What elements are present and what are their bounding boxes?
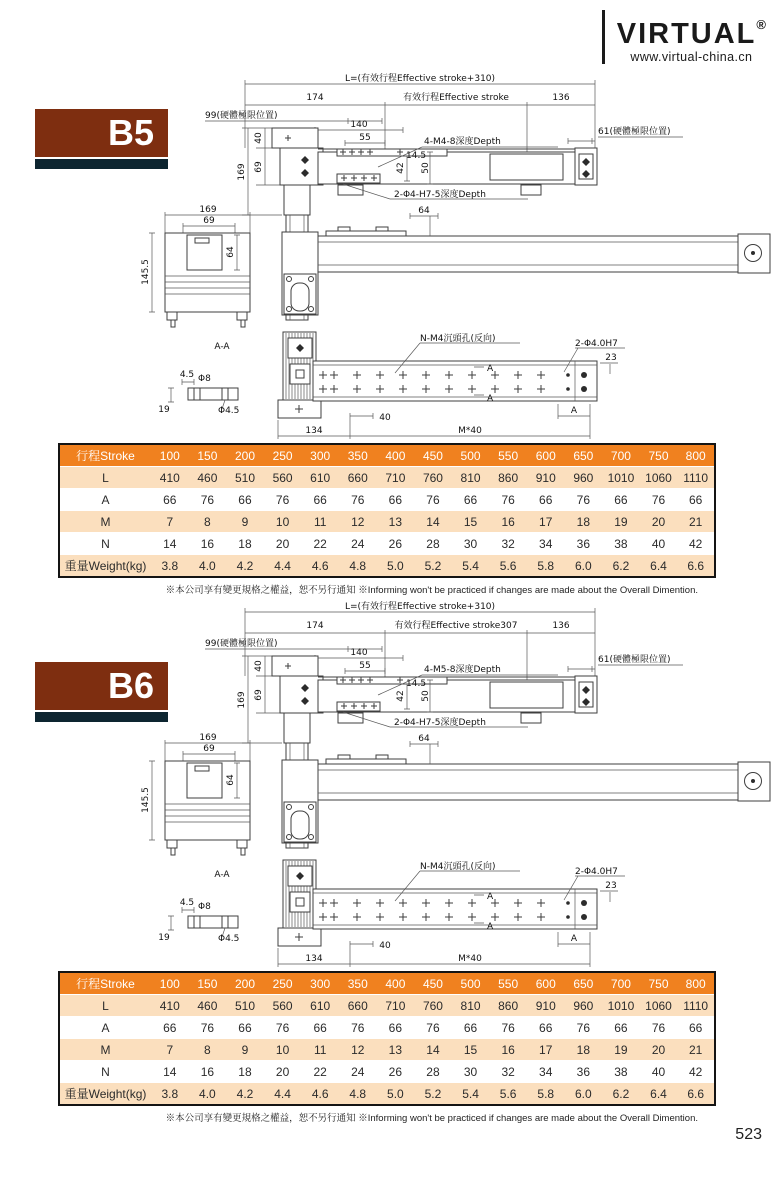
value-cell: 1010: [602, 995, 640, 1017]
value-cell: 5.8: [527, 555, 565, 578]
dim-64-top: 64: [418, 206, 430, 216]
value-cell: 6.0: [565, 555, 603, 578]
dim-19: 19: [158, 405, 170, 415]
value-cell: 30: [452, 1061, 490, 1083]
brand-url: www.virtual-china.cn: [630, 50, 753, 64]
value-cell: 10: [264, 1039, 302, 1061]
value-cell: 28: [414, 533, 452, 555]
table-row: [59, 1061, 715, 1083]
value-cell: 21: [677, 511, 715, 533]
side-elevation-linework: [282, 741, 770, 843]
table-header-cell: 行程Stroke: [59, 444, 151, 467]
screw-depth-note: 4-M4-8深度Depth: [424, 137, 501, 147]
value-cell: 66: [226, 1017, 264, 1039]
value-cell: 34: [527, 1061, 565, 1083]
dim-136: 136: [552, 93, 570, 103]
value-cell: 13: [377, 511, 415, 533]
value-cell: 5.2: [414, 1083, 452, 1106]
value-cell: 6.6: [677, 555, 715, 578]
value-cell: 410: [151, 995, 189, 1017]
table-header-cell: 350: [339, 972, 377, 995]
pin-hole-note: 2-Φ4.0H7: [575, 339, 618, 349]
value-cell: 4.4: [264, 1083, 302, 1106]
dim-overall-length: L=(有效行程Effective stroke+310): [344, 74, 496, 84]
value-cell: 6.4: [640, 1083, 678, 1106]
value-cell: 20: [264, 533, 302, 555]
value-cell: 66: [452, 489, 490, 511]
end-view-linework: [149, 212, 250, 327]
dim-140: 140: [350, 648, 368, 658]
brand-name: [617, 10, 766, 49]
table-header-cell: 550: [489, 444, 527, 467]
section-mark-a2: A: [487, 394, 494, 404]
dim-145-5: 145.5: [141, 259, 151, 285]
value-cell: 66: [301, 489, 339, 511]
row-label-cell: N: [59, 533, 151, 555]
value-cell: 960: [565, 467, 603, 489]
dim-19: 19: [158, 933, 170, 943]
model-name: B5: [107, 112, 154, 153]
plan-view-linework: [168, 332, 625, 439]
value-cell: 16: [489, 1039, 527, 1061]
section-b5: [0, 64, 778, 596]
dim-pitch-m40: M*40: [458, 426, 482, 436]
technical-drawing: [138, 592, 778, 968]
value-cell: 76: [339, 489, 377, 511]
dimension-table: [58, 443, 716, 578]
value-cell: 910: [527, 995, 565, 1017]
hard-limit-right-label: 61(硬體極限位置): [598, 655, 671, 665]
value-cell: 14: [151, 1061, 189, 1083]
table-header-cell: 500: [452, 972, 490, 995]
value-cell: 8: [189, 511, 227, 533]
table-header-cell: 100: [151, 972, 189, 995]
value-cell: 1110: [677, 467, 715, 489]
value-cell: 16: [489, 511, 527, 533]
value-cell: 6.6: [677, 1083, 715, 1106]
brand-logo: [602, 10, 766, 64]
value-cell: 810: [452, 995, 490, 1017]
value-cell: 4.8: [339, 555, 377, 578]
value-cell: 5.8: [527, 1083, 565, 1106]
value-cell: 38: [602, 1061, 640, 1083]
table-header-cell: 300: [301, 972, 339, 995]
value-cell: 1110: [677, 995, 715, 1017]
value-cell: 34: [527, 533, 565, 555]
dimension-table: [58, 971, 716, 1106]
value-cell: 5.4: [452, 1083, 490, 1106]
value-cell: 760: [414, 995, 452, 1017]
value-cell: 6.2: [602, 1083, 640, 1106]
value-cell: 16: [189, 533, 227, 555]
dim-phi8: Φ8: [198, 902, 211, 912]
table-header-cell: 700: [602, 444, 640, 467]
table-header-cell: 700: [602, 972, 640, 995]
dim-169: 169: [237, 163, 247, 181]
table-header-cell: 350: [339, 444, 377, 467]
value-cell: 10: [264, 511, 302, 533]
value-cell: 12: [339, 1039, 377, 1061]
value-cell: 15: [452, 1039, 490, 1061]
table-header-cell: 250: [264, 444, 302, 467]
row-label-cell: 重量Weight(kg): [59, 555, 151, 578]
value-cell: 4.8: [339, 1083, 377, 1106]
screw-depth-note: 4-M5-8深度Depth: [424, 665, 501, 675]
value-cell: 76: [489, 1017, 527, 1039]
registered-mark: ®: [756, 17, 766, 32]
counterbore-note: N-M4沉頭孔(反向): [420, 862, 496, 872]
dim-69-side: 69: [203, 744, 215, 754]
row-label-cell: A: [59, 1017, 151, 1039]
dim-overall-length: L=(有效行程Effective stroke+310): [344, 602, 496, 612]
table-row: [59, 1017, 715, 1039]
value-cell: 42: [677, 533, 715, 555]
value-cell: 410: [151, 467, 189, 489]
counterbore-note: N-M4沉頭孔(反向): [420, 334, 496, 344]
value-cell: 810: [452, 467, 490, 489]
value-cell: 610: [301, 467, 339, 489]
dim-4-5: 4.5: [179, 898, 195, 908]
pin-depth-note: 2-Φ4-H7-5深度Depth: [394, 190, 486, 200]
dim-40: 40: [254, 132, 264, 144]
value-cell: 66: [377, 489, 415, 511]
value-cell: 30: [452, 533, 490, 555]
value-cell: 910: [527, 467, 565, 489]
value-cell: 18: [226, 533, 264, 555]
value-cell: 22: [301, 1061, 339, 1083]
table-row: [59, 1039, 715, 1061]
technical-drawing: [138, 64, 778, 440]
value-cell: 66: [226, 489, 264, 511]
dim-69: 69: [254, 689, 264, 701]
value-cell: 710: [377, 467, 415, 489]
dim-134: 134: [305, 954, 323, 964]
dim-14-5: 14.5: [406, 151, 427, 161]
value-cell: 5.0: [377, 1083, 415, 1106]
value-cell: 18: [565, 1039, 603, 1061]
row-label-cell: M: [59, 511, 151, 533]
dim-23: 23: [605, 353, 617, 363]
value-cell: 5.0: [377, 555, 415, 578]
value-cell: 26: [377, 1061, 415, 1083]
value-cell: 4.6: [301, 555, 339, 578]
value-cell: 5.4: [452, 555, 490, 578]
dim-64-side: 64: [226, 774, 236, 786]
value-cell: 42: [677, 1061, 715, 1083]
dim-23: 23: [605, 881, 617, 891]
dim-effective-stroke: 有效行程Effective stroke307: [394, 621, 518, 631]
value-cell: 1060: [640, 467, 678, 489]
value-cell: 38: [602, 533, 640, 555]
value-cell: 3.8: [151, 555, 189, 578]
value-cell: 28: [414, 1061, 452, 1083]
dim-69-side: 69: [203, 216, 215, 226]
page-number: 523: [735, 1126, 762, 1143]
dim-55: 55: [359, 661, 371, 671]
value-cell: 66: [377, 1017, 415, 1039]
value-cell: 14: [414, 1039, 452, 1061]
value-cell: 5.2: [414, 555, 452, 578]
row-label-cell: M: [59, 1039, 151, 1061]
value-cell: 36: [565, 533, 603, 555]
dim-69: 69: [254, 161, 264, 173]
pin-hole-note: 2-Φ4.0H7: [575, 867, 618, 877]
value-cell: 20: [640, 511, 678, 533]
value-cell: 9: [226, 511, 264, 533]
value-cell: 76: [189, 1017, 227, 1039]
value-cell: 11: [301, 511, 339, 533]
dim-42: 42: [396, 690, 406, 702]
table-header-cell: 800: [677, 972, 715, 995]
value-cell: 66: [452, 1017, 490, 1039]
dim-40-plan: 40: [379, 941, 391, 951]
table-header-cell: 200: [226, 444, 264, 467]
value-cell: 76: [339, 1017, 377, 1039]
value-cell: 860: [489, 995, 527, 1017]
table-row: [59, 555, 715, 578]
value-cell: 66: [677, 1017, 715, 1039]
value-cell: 5.6: [489, 555, 527, 578]
value-cell: 24: [339, 533, 377, 555]
dim-174: 174: [306, 621, 324, 631]
value-cell: 66: [527, 1017, 565, 1039]
section-aa-label: A-A: [214, 342, 230, 352]
value-cell: 66: [602, 1017, 640, 1039]
value-cell: 15: [452, 511, 490, 533]
table-header-cell: 600: [527, 444, 565, 467]
dim-phi4-5: Φ4.5: [218, 406, 240, 416]
value-cell: 6.0: [565, 1083, 603, 1106]
row-label-cell: L: [59, 467, 151, 489]
value-cell: 19: [602, 511, 640, 533]
value-cell: 4.4: [264, 555, 302, 578]
table-row: [59, 467, 715, 489]
value-cell: 460: [189, 995, 227, 1017]
value-cell: 710: [377, 995, 415, 1017]
value-cell: 960: [565, 995, 603, 1017]
dim-140: 140: [350, 120, 368, 130]
value-cell: 14: [151, 533, 189, 555]
hard-limit-right-label: 61(硬體極限位置): [598, 127, 671, 137]
dim-174: 174: [306, 93, 324, 103]
table-header-cell: 300: [301, 444, 339, 467]
value-cell: 1060: [640, 995, 678, 1017]
value-cell: 76: [640, 489, 678, 511]
section-mark-a1: A: [487, 364, 494, 374]
value-cell: 5.6: [489, 1083, 527, 1106]
dim-a: A: [570, 934, 578, 944]
value-cell: 1010: [602, 467, 640, 489]
value-cell: 3.8: [151, 1083, 189, 1106]
table-header-cell: 450: [414, 444, 452, 467]
dim-145-5: 145.5: [141, 787, 151, 813]
value-cell: 560: [264, 995, 302, 1017]
dim-a: A: [570, 406, 578, 416]
table-header-cell: 650: [565, 444, 603, 467]
value-cell: 76: [189, 489, 227, 511]
dim-effective-stroke: 有效行程Effective stroke: [403, 93, 509, 103]
value-cell: 7: [151, 1039, 189, 1061]
value-cell: 660: [339, 995, 377, 1017]
value-cell: 4.2: [226, 1083, 264, 1106]
value-cell: 4.6: [301, 1083, 339, 1106]
value-cell: 17: [527, 1039, 565, 1061]
value-cell: 4.0: [189, 555, 227, 578]
value-cell: 26: [377, 533, 415, 555]
table-header-cell: 450: [414, 972, 452, 995]
value-cell: 40: [640, 533, 678, 555]
value-cell: 32: [489, 1061, 527, 1083]
value-cell: 4.2: [226, 555, 264, 578]
dim-169-side: 169: [199, 205, 217, 215]
dim-42: 42: [396, 162, 406, 174]
table-header-cell: 750: [640, 444, 678, 467]
value-cell: 66: [151, 1017, 189, 1039]
dim-phi4-5: Φ4.5: [218, 934, 240, 944]
dim-40-plan: 40: [379, 413, 391, 423]
value-cell: 76: [264, 1017, 302, 1039]
table-header-cell: 行程Stroke: [59, 972, 151, 995]
table-header-cell: 150: [189, 444, 227, 467]
value-cell: 76: [489, 489, 527, 511]
section-b6: [0, 592, 778, 1124]
value-cell: 19: [602, 1039, 640, 1061]
value-cell: 18: [226, 1061, 264, 1083]
value-cell: 510: [226, 995, 264, 1017]
dim-169-side: 169: [199, 733, 217, 743]
row-label-cell: 重量Weight(kg): [59, 1083, 151, 1106]
value-cell: 760: [414, 467, 452, 489]
dim-14-5: 14.5: [406, 679, 427, 689]
value-cell: 7: [151, 511, 189, 533]
model-name: B6: [107, 665, 154, 706]
table-header-cell: 550: [489, 972, 527, 995]
hard-limit-left-label: 99(硬體極限位置): [205, 639, 278, 649]
value-cell: 14: [414, 511, 452, 533]
table-row: [59, 489, 715, 511]
value-cell: 20: [264, 1061, 302, 1083]
value-cell: 460: [189, 467, 227, 489]
value-cell: 9: [226, 1039, 264, 1061]
table-header-cell: 750: [640, 972, 678, 995]
dim-4-5: 4.5: [179, 370, 195, 380]
table-header-cell: 400: [377, 444, 415, 467]
value-cell: 76: [640, 1017, 678, 1039]
table-header-cell: 500: [452, 444, 490, 467]
table-header-cell: 400: [377, 972, 415, 995]
value-cell: 76: [565, 489, 603, 511]
section-aa-label: A-A: [214, 870, 230, 880]
dim-40: 40: [254, 660, 264, 672]
value-cell: 13: [377, 1039, 415, 1061]
value-cell: 36: [565, 1061, 603, 1083]
table-header-cell: 100: [151, 444, 189, 467]
section-mark-a1: A: [487, 892, 494, 902]
table-row: [59, 533, 715, 555]
value-cell: 660: [339, 467, 377, 489]
hard-limit-left-label: 99(硬體極限位置): [205, 111, 278, 121]
dim-50: 50: [421, 162, 431, 174]
value-cell: 8: [189, 1039, 227, 1061]
value-cell: 12: [339, 511, 377, 533]
end-view-linework: [149, 740, 250, 855]
disclaimer-note: ※本公司享有變更規格之權益，恕不另行通知 ※Informing won't be practiced if changes are made about the Overall Dimention.: [165, 585, 698, 596]
table-row: [59, 1083, 715, 1106]
table-header-cell: 250: [264, 972, 302, 995]
value-cell: 40: [640, 1061, 678, 1083]
value-cell: 76: [565, 1017, 603, 1039]
dim-50: 50: [421, 690, 431, 702]
table-header-cell: 200: [226, 972, 264, 995]
value-cell: 17: [527, 511, 565, 533]
value-cell: 21: [677, 1039, 715, 1061]
value-cell: 4.0: [189, 1083, 227, 1106]
value-cell: 76: [264, 489, 302, 511]
value-cell: 610: [301, 995, 339, 1017]
value-cell: 6.2: [602, 555, 640, 578]
value-cell: 20: [640, 1039, 678, 1061]
value-cell: 66: [527, 489, 565, 511]
dim-55: 55: [359, 133, 371, 143]
value-cell: 11: [301, 1039, 339, 1061]
value-cell: 24: [339, 1061, 377, 1083]
table-header-cell: 600: [527, 972, 565, 995]
value-cell: 18: [565, 511, 603, 533]
value-cell: 32: [489, 533, 527, 555]
value-cell: 66: [677, 489, 715, 511]
pin-depth-note: 2-Φ4-H7-5深度Depth: [394, 718, 486, 728]
value-cell: 66: [602, 489, 640, 511]
value-cell: 22: [301, 533, 339, 555]
value-cell: 510: [226, 467, 264, 489]
value-cell: 66: [151, 489, 189, 511]
table-header-cell: 800: [677, 444, 715, 467]
value-cell: 6.4: [640, 555, 678, 578]
table-row: [59, 995, 715, 1017]
value-cell: 76: [414, 1017, 452, 1039]
dim-pitch-m40: M*40: [458, 954, 482, 964]
table-header-cell: 650: [565, 972, 603, 995]
disclaimer-note: ※本公司享有變更規格之權益，恕不另行通知 ※Informing won't be practiced if changes are made about the Overall Dimention.: [165, 1113, 698, 1124]
logo-divider-bar: [602, 10, 605, 64]
value-cell: 16: [189, 1061, 227, 1083]
side-elevation-linework: [282, 213, 770, 315]
dim-134: 134: [305, 426, 323, 436]
row-label-cell: L: [59, 995, 151, 1017]
dim-64-side: 64: [226, 246, 236, 258]
row-label-cell: A: [59, 489, 151, 511]
value-cell: 66: [301, 1017, 339, 1039]
value-cell: 560: [264, 467, 302, 489]
plan-view-linework: [168, 860, 625, 967]
dim-phi8: Φ8: [198, 374, 211, 384]
dim-64-top: 64: [418, 734, 430, 744]
value-cell: 860: [489, 467, 527, 489]
dim-136: 136: [552, 621, 570, 631]
section-mark-a2: A: [487, 922, 494, 932]
table-row: [59, 511, 715, 533]
value-cell: 76: [414, 489, 452, 511]
brand-text: VIRTUAL: [616, 18, 757, 50]
dim-169: 169: [237, 691, 247, 709]
row-label-cell: N: [59, 1061, 151, 1083]
table-header-cell: 150: [189, 972, 227, 995]
